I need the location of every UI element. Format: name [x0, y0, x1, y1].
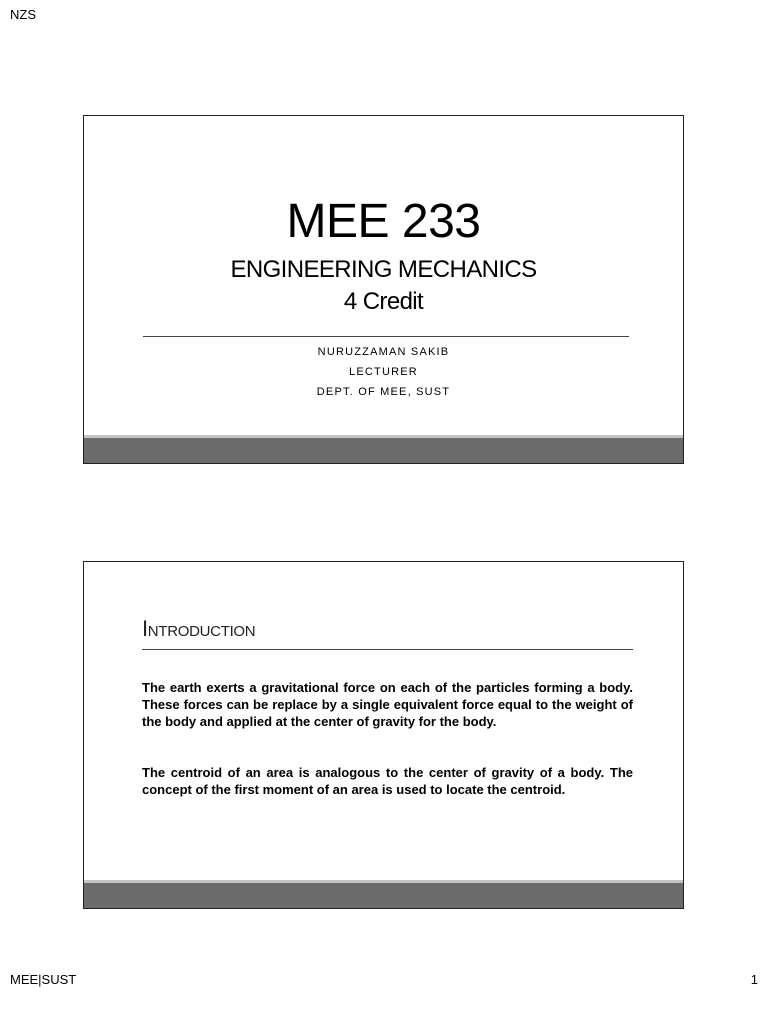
lecturer-info: [84, 342, 683, 402]
page-footer-label: MEE|SUST: [10, 972, 77, 987]
heading-rule: [142, 649, 633, 650]
page-header-initials: NZS: [10, 7, 36, 22]
paragraph-gravitational-force: The earth exerts a gravitational force on each of the particles forming a body. These forces can be replace by a single equivalent force equal to the weight of the body and applied at the center of gravity for the body.: [142, 680, 633, 729]
course-code-title: MEE 233: [286, 195, 481, 248]
slide-body: [142, 679, 633, 832]
slide-footer-bar: [84, 435, 683, 463]
paragraph-centroid: The centroid of an area is analogous to the center of gravity of a body. The concept of the first moment of an area is used to locate the centroid.: [142, 765, 633, 797]
page-number: 1: [750, 972, 758, 987]
lecturer-name: NURUZZAMAN SAKIB: [317, 346, 450, 358]
course-credit: 4 Credit: [343, 288, 424, 315]
lecturer-department: DEPT. OF MEE, SUST: [316, 386, 451, 398]
slide-title: [83, 115, 684, 464]
slide-footer-bar: [84, 880, 683, 908]
course-name-subtitle: ENGINEERING MECHANICS: [230, 256, 537, 283]
slide-heading: Introduction: [142, 616, 256, 641]
lecturer-title: LECTURER: [349, 366, 418, 378]
slide-introduction: [83, 561, 684, 909]
divider-rule: [143, 336, 629, 337]
